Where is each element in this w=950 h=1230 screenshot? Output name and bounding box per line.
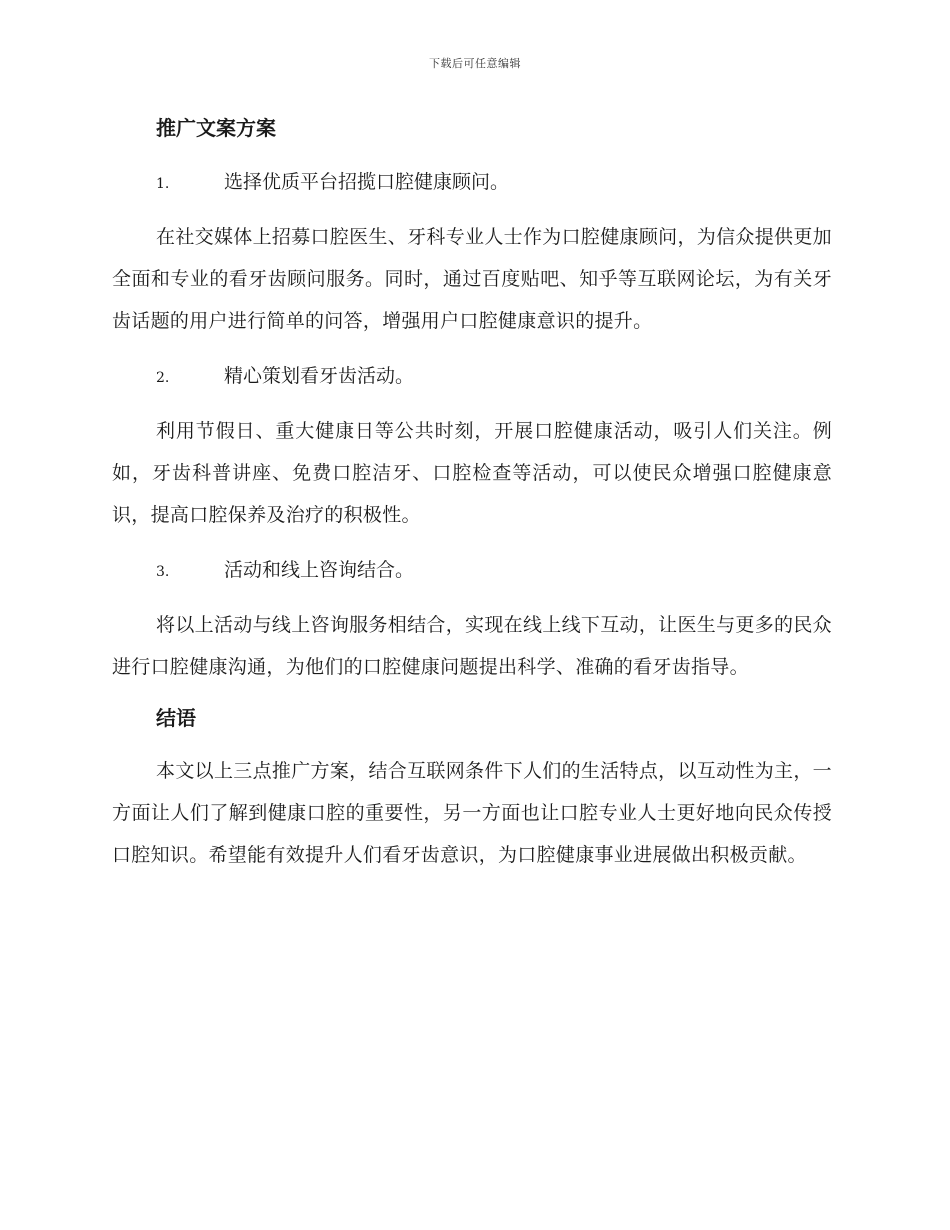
list-number: 2.: [156, 370, 170, 386]
list-item-2: [112, 356, 832, 398]
paragraph: 利用节假日、重大健康日等公共时刻，开展口腔健康活动，吸引人们关注。例如，牙齿科普讲座、免费口腔洁牙、口腔检查等活动，可以使民众增强口腔健康意识，提高口腔保养及治疗的积极性。: [112, 420, 832, 526]
list-item-title: 选择优质平台招揽口腔健康顾问。: [224, 171, 510, 193]
conclusion-title: 结语: [156, 706, 196, 730]
conclusion-paragraph: 本文以上三点推广方案，结合互联网条件下人们的生活特点，以互动性为主，一方面让人们了解到健康口腔的重要性，另一方面也让口腔专业人士更好地向民众传授口腔知识。希望能有效提升人们看牙齿意识，为口腔健康事业进展做出积极贡献。: [112, 760, 832, 866]
list-number: 1.: [156, 176, 170, 192]
document-body: [112, 108, 832, 876]
header-note: 下载后可任意编辑: [429, 57, 521, 70]
list-item-title: 精心策划看牙齿活动。: [224, 365, 415, 387]
paragraph: 在社交媒体上招募口腔医生、牙科专业人士作为口腔健康顾问，为信众提供更加全面和专业的看牙齿顾问服务。同时，通过百度贴吧、知乎等互联网论坛，为有关牙齿话题的用户进行简单的问答，增强用户口腔健康意识的提升。: [112, 226, 832, 332]
section-title: 推广文案方案: [156, 116, 276, 140]
paragraph: 将以上活动与线上咨询服务相结合，实现在线上线下互动，让医生与更多的民众进行口腔健康沟通，为他们的口腔健康问题提出科学、准确的看牙齿指导。: [112, 614, 832, 678]
list-number: 3.: [156, 564, 170, 580]
list-item-1: [112, 162, 832, 204]
list-item-3: [112, 550, 832, 592]
list-item-title: 活动和线上咨询结合。: [224, 559, 415, 581]
